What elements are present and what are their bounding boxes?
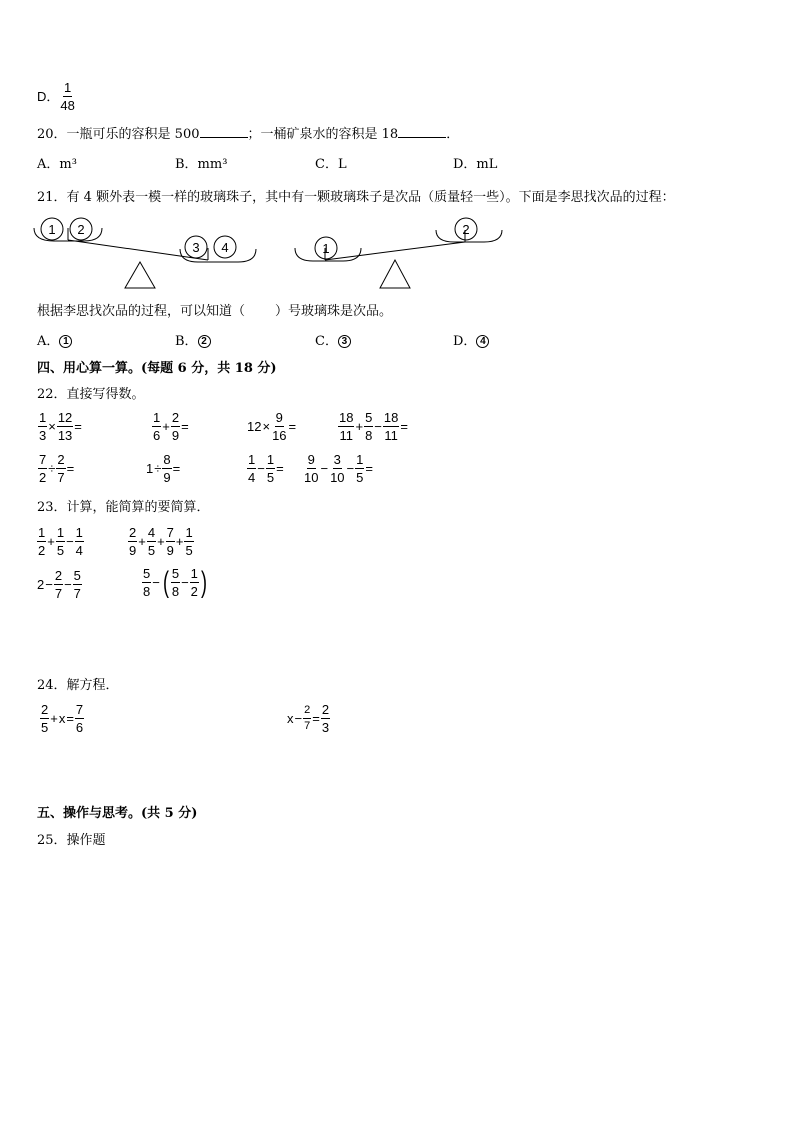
q22-expr-2[interactable]: $\frac{1}{6}$ + $\frac{2}{9}$ = <box>153 410 189 443</box>
circled-number: 2 <box>198 335 211 348</box>
option-label: D． <box>37 88 60 104</box>
scale-beam <box>325 242 465 260</box>
scale-fulcrum <box>380 260 410 288</box>
fraction: $\frac{1}{2}$ <box>38 525 46 558</box>
fraction: $\frac{7}{9}$ <box>166 525 174 558</box>
fraction: $\frac{12}{13}$ <box>57 410 73 443</box>
option-label: A． <box>37 334 60 349</box>
q25-title: 25．操作题 <box>37 833 106 848</box>
fraction: $\frac{3}{10}$ <box>330 452 345 485</box>
scale-beam <box>68 240 208 260</box>
q23-title: 23．计算，能简算的要简算． <box>37 500 210 515</box>
q24-title: 24．解方程． <box>37 678 119 693</box>
fraction: $\frac{2}{5}$ <box>41 702 49 735</box>
fraction: $\frac{1}{5}$ <box>266 452 275 485</box>
q20-option-d[interactable]: D．mL <box>453 157 498 172</box>
ball-label: 2 <box>77 222 85 237</box>
section-4-title: 四、用心算一算。(每题 6 分，共 18 分) <box>37 361 277 376</box>
fraction: $\frac{9}{10}$ <box>304 452 319 485</box>
q22-expr-7[interactable]: $\frac{1}{4}$ − $\frac{1}{5}$ = <box>248 452 284 485</box>
q21-question-text: 21．有 4 颗外表一模一样的玻璃珠子，其中有一颗玻璃珠子是次品（质量轻一些）。下面是李思找次品的过程： <box>37 190 675 205</box>
fraction: $\frac{1}{5}$ <box>356 452 364 485</box>
answer-blank[interactable] <box>398 125 446 138</box>
ball-label: 4 <box>221 240 229 255</box>
fraction: $\frac{7}{2}$ <box>39 452 47 485</box>
circled-number: 3 <box>338 335 351 348</box>
fraction: $\frac{5}{8}$ <box>365 410 373 443</box>
fraction: $\frac{8}{9}$ <box>163 452 171 485</box>
fraction: $\frac{1}{4}$ <box>75 525 83 558</box>
fraction: $\frac{18}{11}$ <box>383 410 399 443</box>
denominator: 48 <box>60 98 75 113</box>
fraction: $\frac{1}{5}$ <box>185 525 193 558</box>
q20-option-b[interactable]: B．mm³ <box>175 157 228 172</box>
q21-prompt-b: ）号玻璃珠是次品。 <box>275 304 393 319</box>
fraction: $\frac{2}{7}$ <box>304 704 311 732</box>
numerator: 1 <box>64 80 72 95</box>
fraction: $\frac{5}{8}$ <box>143 566 151 599</box>
fraction: $\frac{5}{8}$ <box>171 566 180 599</box>
q22-expr-8[interactable]: $\frac{9}{10}$ − $\frac{3}{10}$ − $\frac{1}{5}$ = <box>304 452 373 485</box>
fraction: $\frac{2}{9}$ <box>171 410 180 443</box>
option-label: C． <box>315 334 338 349</box>
fraction: $\frac{4}{5}$ <box>147 525 156 558</box>
q21-option-a[interactable] <box>37 334 72 350</box>
circled-number: 4 <box>476 335 489 348</box>
q22-expr-4[interactable]: $\frac{18}{11}$ + $\frac{5}{8}$ − $\frac{18}{11}$ = <box>339 410 408 443</box>
option-label: B． <box>175 334 198 349</box>
scale-fulcrum <box>125 262 155 288</box>
fraction: $\frac{5}{7}$ <box>73 568 81 601</box>
section-5-title: 五、操作与思考。(共 5 分) <box>37 806 198 821</box>
fraction: $\frac{2}{9}$ <box>129 525 137 558</box>
answer-blank[interactable] <box>200 125 248 138</box>
fraction: $\frac{1}{2}$ <box>190 566 198 599</box>
q24-equation-1[interactable]: $\frac{2}{5}$ + x = $\frac{7}{6}$ <box>41 702 84 735</box>
fraction: $\frac{18}{11}$ <box>339 410 354 443</box>
fraction: $\frac{1}{6}$ <box>153 410 161 443</box>
q23-expr-1[interactable]: $\frac{1}{2}$ + $\frac{1}{5}$ − $\frac{1}{4}$ <box>38 525 83 558</box>
q23-expr-3[interactable]: 2 − $\frac{2}{7}$ − $\frac{5}{7}$ <box>37 568 81 601</box>
ball-label: 3 <box>192 240 200 255</box>
q20-question <box>37 125 459 143</box>
fraction <box>59 80 75 113</box>
circled-number: 1 <box>59 335 72 348</box>
q20-text-b: ；一桶矿泉水的容积是 18 <box>247 127 399 142</box>
q21-option-c[interactable] <box>315 334 351 350</box>
ball-label: 1 <box>322 241 330 256</box>
fraction: $\frac{9}{16}$ <box>272 410 287 443</box>
fraction: $\frac{2}{7}$ <box>57 452 65 485</box>
q21-option-d[interactable] <box>453 334 489 350</box>
fraction: $\frac{2}{7}$ <box>54 568 63 601</box>
fraction: $\frac{1}{3}$ <box>39 410 47 443</box>
q19-option-d[interactable] <box>37 80 76 113</box>
q22-expr-3[interactable]: 12 × $\frac{9}{16}$ = <box>247 410 297 443</box>
q21-prompt <box>37 304 392 320</box>
q20-option-a[interactable]: A．m³ <box>37 157 77 172</box>
q22-expr-6[interactable]: 1 ÷ $\frac{8}{9}$ = <box>146 452 181 485</box>
q20-text-a: 20．一瓶可乐的容积是 500 <box>37 127 200 142</box>
q20-text-c: ． <box>446 127 460 142</box>
q21-prompt-a: 根据李思找次品的过程，可以知道（ <box>37 304 246 319</box>
fraction: $\frac{2}{3}$ <box>321 702 330 735</box>
q21-option-b[interactable] <box>175 334 211 350</box>
q24-equation-2[interactable]: x − $\frac{2}{7}$ = $\frac{2}{3}$ <box>287 702 330 735</box>
fraction: $\frac{7}{6}$ <box>75 702 84 735</box>
q23-expr-4[interactable]: $\frac{5}{8}$ − ( $\frac{5}{8}$ − $\frac{1}{2}$ ) <box>143 565 207 599</box>
fraction: $\frac{1}{4}$ <box>248 452 256 485</box>
q23-expr-2[interactable]: $\frac{2}{9}$ + $\frac{4}{5}$ + $\frac{7}{9}$ + $\frac{1}{5}$ <box>129 525 193 558</box>
fraction: $\frac{1}{5}$ <box>56 525 65 558</box>
option-label: D． <box>453 334 477 349</box>
ball-label: 2 <box>462 222 470 237</box>
q22-title: 22．直接写得数。 <box>37 387 145 402</box>
left-paren: ( <box>162 565 169 599</box>
q22-expr-5[interactable]: $\frac{7}{2}$ ÷ $\frac{2}{7}$ = <box>39 452 75 485</box>
q20-option-c[interactable]: C．L <box>315 157 347 172</box>
right-paren: ) <box>200 565 207 599</box>
q22-expr-1[interactable]: $\frac{1}{3}$ × $\frac{12}{13}$ = <box>39 410 82 443</box>
balance-scales-figure <box>30 210 510 290</box>
ball-label: 1 <box>48 222 56 237</box>
